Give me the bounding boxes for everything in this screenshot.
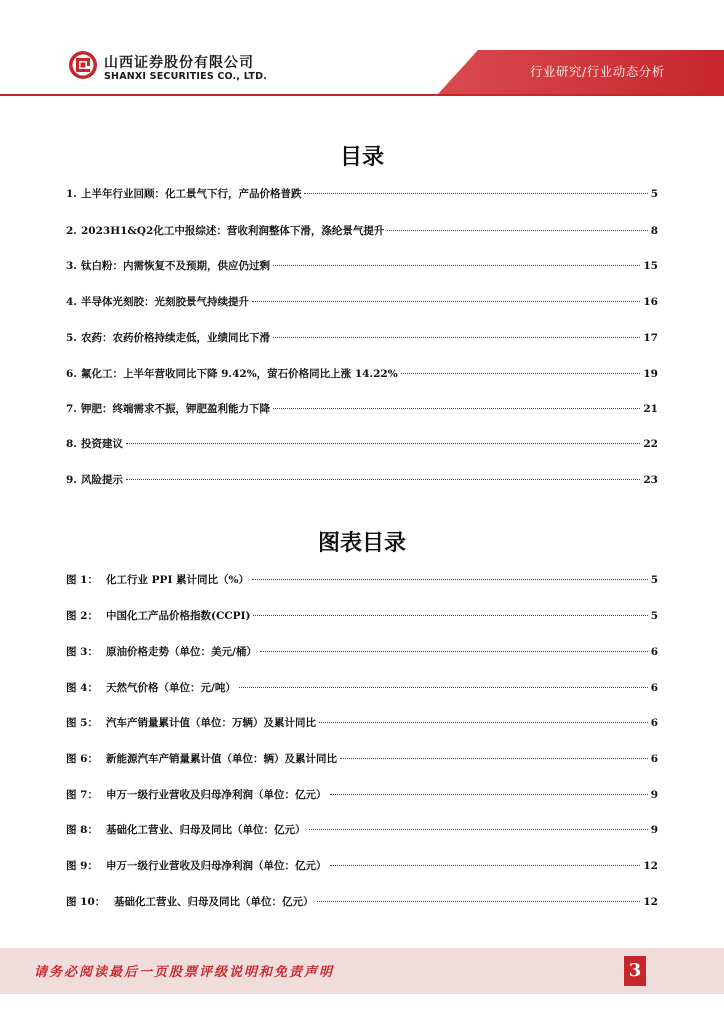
toc-entry-number: 8.: [66, 438, 77, 450]
disclaimer-notice: 请务必阅读最后一页股票评级说明和免责声明: [34, 965, 335, 980]
figure-entry-title: 天然气价格（单位：元/吨）: [106, 682, 236, 694]
toc-entry[interactable]: [66, 331, 658, 345]
figure-leader-dots: [253, 615, 647, 616]
figure-leader-dots: [317, 901, 641, 902]
figure-entry[interactable]: [66, 609, 658, 623]
figure-entry-title: 基础化工营业、归母及同比（单位：亿元）: [106, 824, 306, 836]
figure-entry-label: 图 9：: [66, 860, 98, 872]
toc-entry[interactable]: [66, 187, 658, 201]
toc-entry-title: 钛白粉：内需恢复不及预期，供应仍过剩: [80, 260, 270, 272]
toc-entry-page: 5: [650, 188, 658, 200]
toc-entry-page: 8: [650, 225, 658, 237]
figure-leader-dots: [252, 579, 648, 580]
figure-entry-label: 图 8：: [66, 824, 98, 836]
toc-entry[interactable]: [66, 367, 658, 381]
toc-leader-dots: [252, 301, 640, 302]
company-name-en: SHANXI SECURITIES CO., LTD.: [104, 71, 268, 82]
toc-entry-number: 9.: [66, 474, 77, 486]
toc-entry[interactable]: [66, 295, 658, 309]
figure-entry-page: 6: [650, 753, 658, 765]
figure-entry[interactable]: [66, 752, 658, 766]
figure-entry-label: 图 5：: [66, 717, 98, 729]
figure-entry[interactable]: [66, 573, 658, 587]
report-category: 行业研究/行业动态分析: [530, 64, 665, 79]
toc-entry-page: 17: [643, 332, 658, 344]
figure-entry-page: 9: [650, 824, 658, 836]
toc-entry-title: 2023H1&Q2化工中报综述：营收利润整体下滑，涤纶景气提升: [80, 225, 385, 237]
toc-title: 目录: [339, 145, 384, 170]
figure-leader-dots: [330, 865, 641, 866]
company-logo-icon: [68, 50, 98, 80]
toc-entry[interactable]: [66, 437, 658, 451]
figure-entry[interactable]: [66, 645, 658, 659]
toc-entry-number: 2.: [66, 225, 77, 237]
toc-entry-title: 农药：农药价格持续走低，业绩同比下滑: [80, 332, 270, 344]
toc-entry[interactable]: [66, 259, 658, 273]
figure-entry-title: 基础化工营业、归母及同比（单位：亿元）: [114, 896, 314, 908]
toc-entry-number: 4.: [66, 296, 77, 308]
figure-entry[interactable]: [66, 716, 658, 730]
toc-entry-page: 23: [643, 474, 658, 486]
toc-entry[interactable]: [66, 224, 658, 238]
toc-entry-number: 1.: [66, 188, 77, 200]
figure-entry-label: 图 6：: [66, 753, 98, 765]
figure-entry-label: 图 7：: [66, 789, 98, 801]
toc-entry-number: 5.: [66, 332, 77, 344]
toc-entry-title: 风险提示: [80, 474, 123, 486]
toc-leader-dots: [304, 193, 647, 194]
toc-entry-page: 22: [643, 438, 658, 450]
figure-entry-label: 图 2：: [66, 610, 98, 622]
figure-entry-page: 6: [650, 717, 658, 729]
figure-entry[interactable]: [66, 788, 658, 802]
toc-entry-number: 7.: [66, 403, 77, 415]
toc-leader-dots: [387, 230, 647, 231]
figure-entry-title: 申万一级行业营收及归母净利润（单位：亿元）: [106, 860, 327, 872]
toc-entry[interactable]: [66, 402, 658, 416]
toc-leader-dots: [126, 479, 640, 480]
toc-leader-dots: [273, 265, 640, 266]
figure-entry-page: 6: [650, 646, 658, 658]
figure-leader-dots: [239, 687, 648, 688]
toc-entry-number: 6.: [66, 368, 77, 380]
company-name-cn: 山西证券股份有限公司: [104, 55, 254, 71]
toc-entry-title: 半导体光刻胶：光刻胶景气持续提升: [80, 296, 249, 308]
toc-leader-dots: [401, 373, 641, 374]
figure-entry[interactable]: [66, 859, 658, 873]
figure-leader-dots: [260, 651, 648, 652]
figure-entry[interactable]: [66, 681, 658, 695]
page-header: [0, 0, 724, 92]
figure-leader-dots: [319, 722, 648, 723]
page-number: 3: [624, 956, 646, 986]
figure-leader-dots: [330, 794, 648, 795]
figure-entry[interactable]: [66, 895, 658, 909]
figure-entry-title: 中国化工产品价格指数(CCPI): [106, 610, 251, 622]
figure-entry-label: 图 10：: [66, 896, 106, 908]
figure-entry[interactable]: [66, 823, 658, 837]
toc-entry-number: 3.: [66, 260, 77, 272]
figure-leader-dots: [340, 758, 648, 759]
figure-entry-title: 原油价格走势（单位：美元/桶）: [106, 646, 257, 658]
toc-entry-page: 16: [643, 296, 658, 308]
figure-leader-dots: [309, 829, 648, 830]
figure-entry-page: 12: [643, 896, 658, 908]
toc-entry-page: 21: [643, 403, 658, 415]
toc-entry-title: 投资建议: [80, 438, 123, 450]
figure-entry-label: 图 4：: [66, 682, 98, 694]
figure-entry-title: 化工行业 PPI 累计同比（%）: [106, 574, 249, 586]
figure-entry-label: 图 1：: [66, 574, 98, 586]
figure-entry-page: 5: [650, 610, 658, 622]
figure-entry-title: 申万一级行业营收及归母净利润（单位：亿元）: [106, 789, 327, 801]
toc-leader-dots: [273, 408, 640, 409]
figure-entry-page: 9: [650, 789, 658, 801]
toc-entry-page: 19: [643, 368, 658, 380]
figure-entry-page: 6: [650, 682, 658, 694]
toc-entry-title: 钾肥：终端需求不振，钾肥盈利能力下降: [80, 403, 270, 415]
figure-entry-label: 图 3：: [66, 646, 98, 658]
toc-leader-dots: [273, 337, 640, 338]
toc-entry-page: 15: [643, 260, 658, 272]
toc-entry[interactable]: [66, 473, 658, 487]
toc-leader-dots: [126, 443, 640, 444]
figure-entry-title: 新能源汽车产销量累计值（单位：辆）及累计同比: [106, 753, 337, 765]
figure-entry-page: 12: [643, 860, 658, 872]
header-divider: [0, 94, 724, 96]
figure-entry-page: 5: [650, 574, 658, 586]
figure-entry-title: 汽车产销量累计值（单位：万辆）及累计同比: [106, 717, 316, 729]
toc-entry-title: 氟化工：上半年营收同比下降 9.42%，萤石价格同比上涨 14.22%: [80, 368, 398, 380]
figures-toc-title: 图表目录: [317, 531, 406, 556]
toc-entry-title: 上半年行业回顾：化工景气下行，产品价格普跌: [80, 188, 302, 200]
